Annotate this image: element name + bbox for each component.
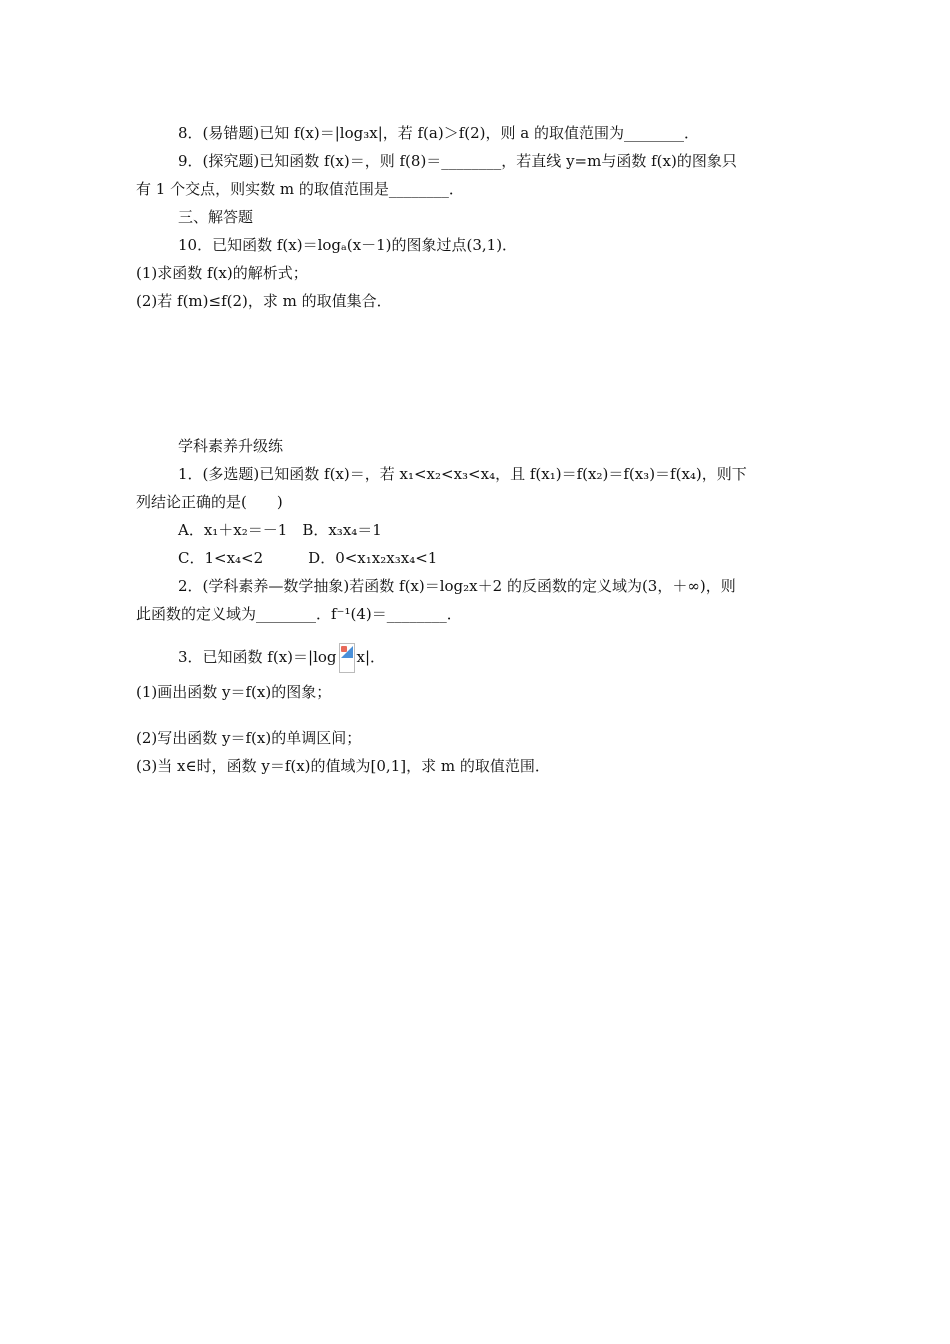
question-8: 8．(易错题)已知 f(x)＝|log₃x|，若 f(a)＞f(2)，则 a 的取值范围为________． bbox=[178, 124, 699, 142]
problem-1-line1: 1．(多选题)已知函数 f(x)＝，若 x₁<x₂<x₃<x₄，且 f(x₁)＝f(x₂)＝f(x₃)＝f(x₄)，则下 bbox=[178, 465, 747, 483]
question-9-line2: 有 1 个交点，则实数 m 的取值范围是________． bbox=[136, 180, 464, 198]
problem-2-line2: 此函数的定义域为________．f⁻¹(4)＝________． bbox=[136, 605, 462, 623]
problem-1-line2: 列结论正确的是( ) bbox=[136, 493, 283, 511]
problem-3-part3: (3)当 x∈时，函数 y＝f(x)的值域为[0,1]，求 m 的取值范围． bbox=[136, 757, 550, 775]
problem-3-suffix: x|． bbox=[356, 648, 386, 666]
problem-1-options-ab: A．x₁＋x₂＝－1 B．x₃x₄＝1 bbox=[178, 521, 382, 539]
broken-image-icon bbox=[339, 643, 355, 673]
section-title: 学科素养升级练 bbox=[178, 437, 284, 455]
problem-2-line1: 2．(学科素养—数学抽象)若函数 f(x)＝log₂x＋2 的反函数的定义域为(3，＋∞)，则 bbox=[178, 577, 736, 595]
problem-3 bbox=[178, 643, 385, 673]
question-10-part1: (1)求函数 f(x)的解析式； bbox=[136, 264, 308, 282]
problem-3-prefix: 3．已知函数 f(x)＝|log bbox=[178, 648, 337, 666]
problem-3-part1: (1)画出函数 y＝f(x)的图象； bbox=[136, 683, 332, 701]
problem-3-part2: (2)写出函数 y＝f(x)的单调区间； bbox=[136, 729, 362, 747]
question-10: 10．已知函数 f(x)＝logₐ(x－1)的图象过点(3,1)． bbox=[178, 236, 518, 254]
problem-1-options-cd: C．1<x₄<2 D．0<x₁x₂x₃x₄<1 bbox=[178, 549, 438, 567]
section-heading: 三、解答题 bbox=[178, 208, 254, 226]
question-9-line1: 9．(探究题)已知函数 f(x)＝，则 f(8)＝________，若直线 y=m与函数 f(x)的图象只 bbox=[178, 152, 737, 170]
question-10-part2: (2)若 f(m)≤f(2)，求 m 的取值集合． bbox=[136, 292, 392, 310]
